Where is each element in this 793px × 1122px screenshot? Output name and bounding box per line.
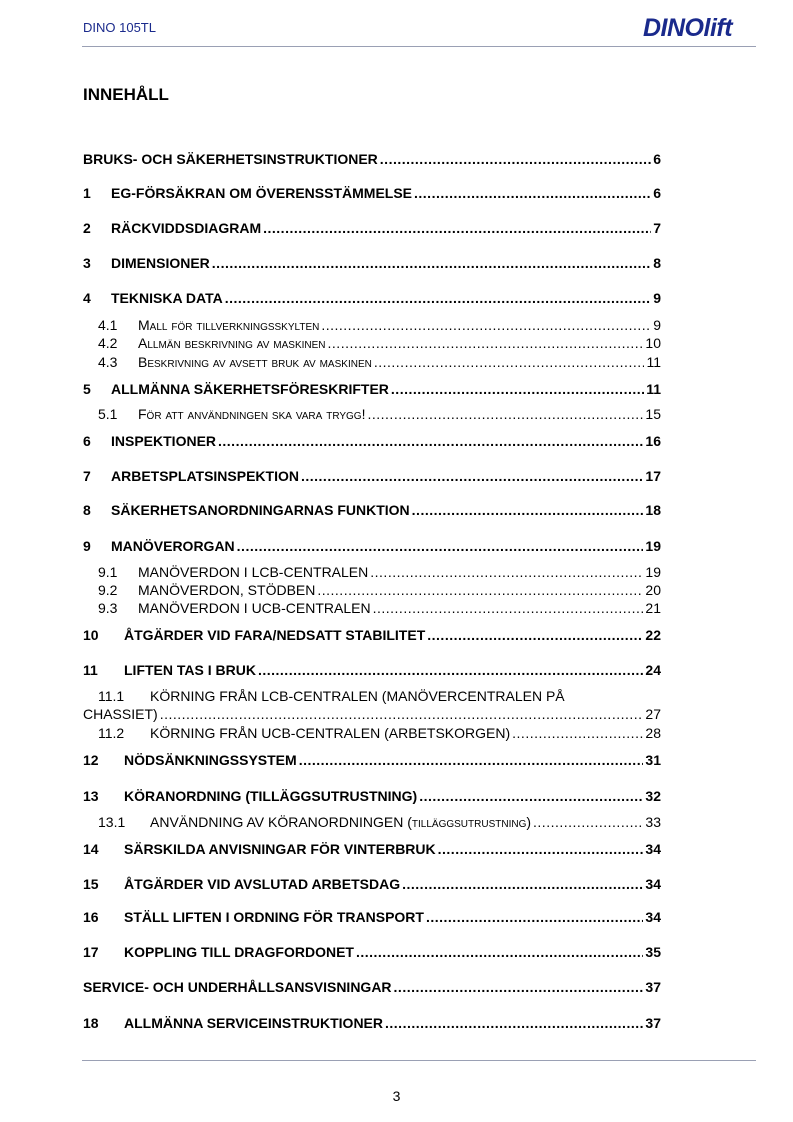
toc-entry-number: 1 [83, 185, 91, 201]
leader-dots [412, 502, 644, 518]
toc-entry[interactable] [83, 876, 661, 892]
toc-entry-number: 17 [83, 944, 99, 960]
leader-dots [391, 381, 644, 397]
toc-entry-label-end: ) [526, 814, 532, 830]
toc-entry-label: ALLMÄNNA SÄKERHETSFÖRESKRIFTER [111, 381, 389, 397]
dinolift-logo: DINOlift [643, 14, 733, 42]
toc-entry-number: 7 [83, 468, 91, 484]
toc-entry-label: KOPPLING TILL DRAGFORDONET [124, 944, 354, 960]
toc-entry[interactable] [83, 185, 661, 201]
toc-entry[interactable] [83, 502, 661, 518]
toc-entry-label: NÖDSÄNKNINGSSYSTEM [124, 752, 297, 768]
toc-entry-page: 6 [653, 185, 661, 201]
toc-entry[interactable] [83, 788, 661, 804]
toc-entry-label-smallcaps: tilläggsutrustning [411, 814, 527, 830]
toc-entry-page: 35 [645, 944, 661, 960]
leader-dots [328, 335, 644, 351]
toc-entry[interactable] [83, 1015, 661, 1031]
toc-entry[interactable] [83, 151, 661, 167]
toc-entry-label: ALLMÄNNA SERVICEINSTRUKTIONER [124, 1015, 384, 1031]
toc-entry-number: 9 [83, 538, 91, 554]
toc-entry-label: STÄLL LIFTEN I ORDNING FÖR TRANSPORT [124, 909, 424, 925]
toc-entry[interactable] [83, 662, 661, 678]
toc-entry-page: 20 [645, 582, 661, 598]
toc-entry-number: 4.3 [98, 354, 118, 370]
toc-subentry[interactable] [83, 688, 661, 722]
toc-subentry[interactable] [83, 354, 661, 370]
leader-dots [370, 564, 643, 580]
toc-entry[interactable] [83, 433, 661, 449]
toc-entry[interactable] [83, 841, 661, 857]
toc-entry-page: 18 [645, 502, 661, 518]
leader-dots [367, 406, 643, 422]
toc-entry-number: 6 [83, 433, 91, 449]
toc-entry-page: 34 [645, 841, 661, 857]
toc-entry[interactable] [83, 752, 661, 768]
leader-dots [414, 185, 651, 201]
toc-entry-label: RÄCKVIDDSDIAGRAM [111, 220, 262, 236]
toc-entry-page: 19 [645, 538, 661, 554]
toc-subentry[interactable] [83, 406, 661, 422]
toc-entry[interactable] [83, 979, 661, 995]
toc-entry-label: Mall för tillverkningsskylten [138, 317, 320, 333]
toc-entry-label: ARBETSPLATSINSPEKTION [111, 468, 299, 484]
leader-dots [512, 725, 643, 741]
toc-entry-label: EG-FÖRSÄKRAN OM ÖVERENSSTÄMMELSE [111, 185, 413, 201]
toc-entry-page: 11 [646, 354, 661, 370]
leader-dots [301, 468, 643, 484]
toc-entry-label: DIMENSIONER [111, 255, 210, 271]
toc-entry-page: 33 [645, 814, 661, 830]
toc-entry-label: BRUKS- OCH SÄKERHETSINSTRUKTIONER [83, 151, 378, 167]
toc-entry-number: 14 [83, 841, 99, 857]
toc-entry-label: ÅTGÄRDER VID AVSLUTAD ARBETSDAG [124, 876, 401, 892]
leader-dots [218, 433, 643, 449]
footer-divider [82, 1060, 756, 1061]
toc-entry-page: 22 [645, 627, 661, 643]
toc-heading: INNEHÅLL [83, 85, 169, 104]
toc-entry-label: TEKNISKA DATA [111, 290, 223, 306]
toc-entry-label: Beskrivning av avsett bruk av maskinen [138, 354, 372, 370]
leader-dots [394, 979, 644, 995]
toc-entry-number: 11 [83, 662, 98, 678]
toc-entry-page: 37 [645, 1015, 661, 1031]
toc-entry-page: 9 [653, 290, 661, 306]
toc-subentry[interactable] [83, 582, 661, 598]
toc-entry-label: SÄKERHETSANORDNINGARNAS FUNKTION [111, 502, 410, 518]
toc-entry-label: ÅTGÄRDER VID FARA/NEDSATT STABILITET [124, 627, 426, 643]
toc-entry[interactable] [83, 538, 661, 554]
toc-entry-page: 27 [645, 706, 661, 722]
toc-entry-page: 11 [646, 381, 661, 397]
toc-entry-label: MANÖVERORGAN [111, 538, 235, 554]
toc-entry-number: 18 [83, 1015, 99, 1031]
toc-entry-number: 4.1 [98, 317, 118, 333]
leader-dots [374, 354, 645, 370]
toc-entry-number: 13 [83, 788, 99, 804]
toc-entry[interactable] [83, 909, 661, 925]
leader-dots [212, 255, 651, 271]
toc-entry-number: 13.1 [98, 814, 126, 830]
leader-dots [321, 317, 651, 333]
toc-entry-page: 17 [645, 468, 661, 484]
toc-entry-page: 15 [645, 406, 661, 422]
toc-entry-label: ANVÄNDNING AV KÖRANORDNINGEN ( [150, 814, 412, 830]
toc-entry[interactable] [83, 220, 661, 236]
toc-entry-page: 21 [645, 600, 661, 616]
leader-dots [356, 944, 643, 960]
toc-entry[interactable] [83, 468, 661, 484]
leader-dots [299, 752, 644, 768]
toc-entry-page: 6 [653, 151, 661, 167]
toc-subentry[interactable] [83, 564, 661, 580]
toc-entry-number: 5.1 [98, 406, 118, 422]
toc-entry-number: 11.1 [98, 688, 125, 704]
leader-dots [237, 538, 644, 554]
leader-dots [373, 600, 644, 616]
leader-dots [258, 662, 643, 678]
toc-entry-label: KÖRNING FRÅN LCB-CENTRALEN (MANÖVERCENTRALEN PÅ [150, 688, 565, 704]
leader-dots [385, 1015, 643, 1031]
toc-entry-label: Allmän beskrivning av maskinen [138, 335, 326, 351]
header-divider [82, 46, 756, 47]
toc-entry-label: SÄRSKILDA ANVISNINGAR FÖR VINTERBRUK [124, 841, 436, 857]
leader-dots [426, 909, 643, 925]
leader-dots [438, 841, 644, 857]
toc-entry-label: MANÖVERDON, STÖDBEN [138, 582, 316, 598]
toc-entry-page: 19 [645, 564, 661, 580]
toc-entry[interactable] [83, 255, 661, 271]
toc-entry-number: 16 [83, 909, 99, 925]
document-title: DINO 105TL [83, 20, 156, 35]
toc-entry-label: INSPEKTIONER [111, 433, 217, 449]
toc-entry-page: 10 [645, 335, 661, 351]
toc-entry-label: MANÖVERDON I UCB-CENTRALEN [138, 600, 371, 616]
toc-subentry[interactable] [83, 600, 661, 616]
leader-dots [225, 290, 651, 306]
toc-entry[interactable] [83, 290, 661, 306]
toc-entry-page: 34 [645, 909, 661, 925]
toc-entry-page: 37 [645, 979, 661, 995]
toc-entry-number: 15 [83, 876, 99, 892]
toc-entry-page: 24 [645, 662, 661, 678]
toc-entry-label-continued: CHASSIET) [83, 706, 158, 722]
toc-entry-number: 4.2 [98, 335, 118, 351]
toc-entry-number: 12 [83, 752, 99, 768]
toc-entry-page: 9 [653, 317, 661, 333]
toc-entry-number: 10 [83, 627, 99, 643]
toc-entry-label: MANÖVERDON I LCB-CENTRALEN [138, 564, 369, 580]
page-number: 3 [392, 1088, 401, 1104]
toc-entry-page: 31 [645, 752, 661, 768]
leader-dots [419, 788, 643, 804]
toc-subentry[interactable] [83, 335, 661, 351]
toc-entry-page: 32 [645, 788, 661, 804]
leader-dots [263, 220, 651, 236]
toc-entry-page: 28 [645, 725, 661, 741]
toc-entry-number: 8 [83, 502, 91, 518]
toc-entry-number: 9.3 [98, 600, 118, 616]
toc-subentry[interactable] [83, 814, 661, 830]
toc-entry-label: LIFTEN TAS I BRUK [124, 662, 256, 678]
toc-entry[interactable] [83, 381, 661, 397]
toc-subentry[interactable] [83, 725, 661, 741]
toc-subentry[interactable] [83, 317, 661, 333]
toc-entry[interactable] [83, 627, 661, 643]
toc-entry-page: 16 [645, 433, 661, 449]
toc-entry-number: 2 [83, 220, 91, 236]
toc-entry-number: 5 [83, 381, 91, 397]
toc-entry-number: 9.2 [98, 582, 118, 598]
toc-entry-number: 9.1 [98, 564, 118, 580]
leader-dots [380, 151, 651, 167]
toc-entry-page: 7 [653, 220, 661, 236]
toc-entry-page: 34 [645, 876, 661, 892]
leader-dots [317, 582, 643, 598]
toc-entry-label: För att användningen ska vara trygg! [138, 406, 366, 422]
leader-dots [427, 627, 643, 643]
leader-dots [402, 876, 643, 892]
toc-entry[interactable] [83, 944, 661, 960]
toc-entry-label: SERVICE- OCH UNDERHÅLLSANSVISNINGAR [83, 979, 392, 995]
toc-entry-number: 4 [83, 290, 91, 306]
leader-dots [160, 706, 644, 722]
toc-entry-page: 8 [653, 255, 661, 271]
toc-entry-label: KÖRANORDNING (TILLÄGGSUTRUSTNING) [124, 788, 418, 804]
leader-dots [533, 814, 643, 830]
toc-entry-label: KÖRNING FRÅN UCB-CENTRALEN (ARBETSKORGEN) [150, 725, 511, 741]
toc-entry-number: 11.2 [98, 725, 125, 741]
toc-entry-number: 3 [83, 255, 91, 271]
